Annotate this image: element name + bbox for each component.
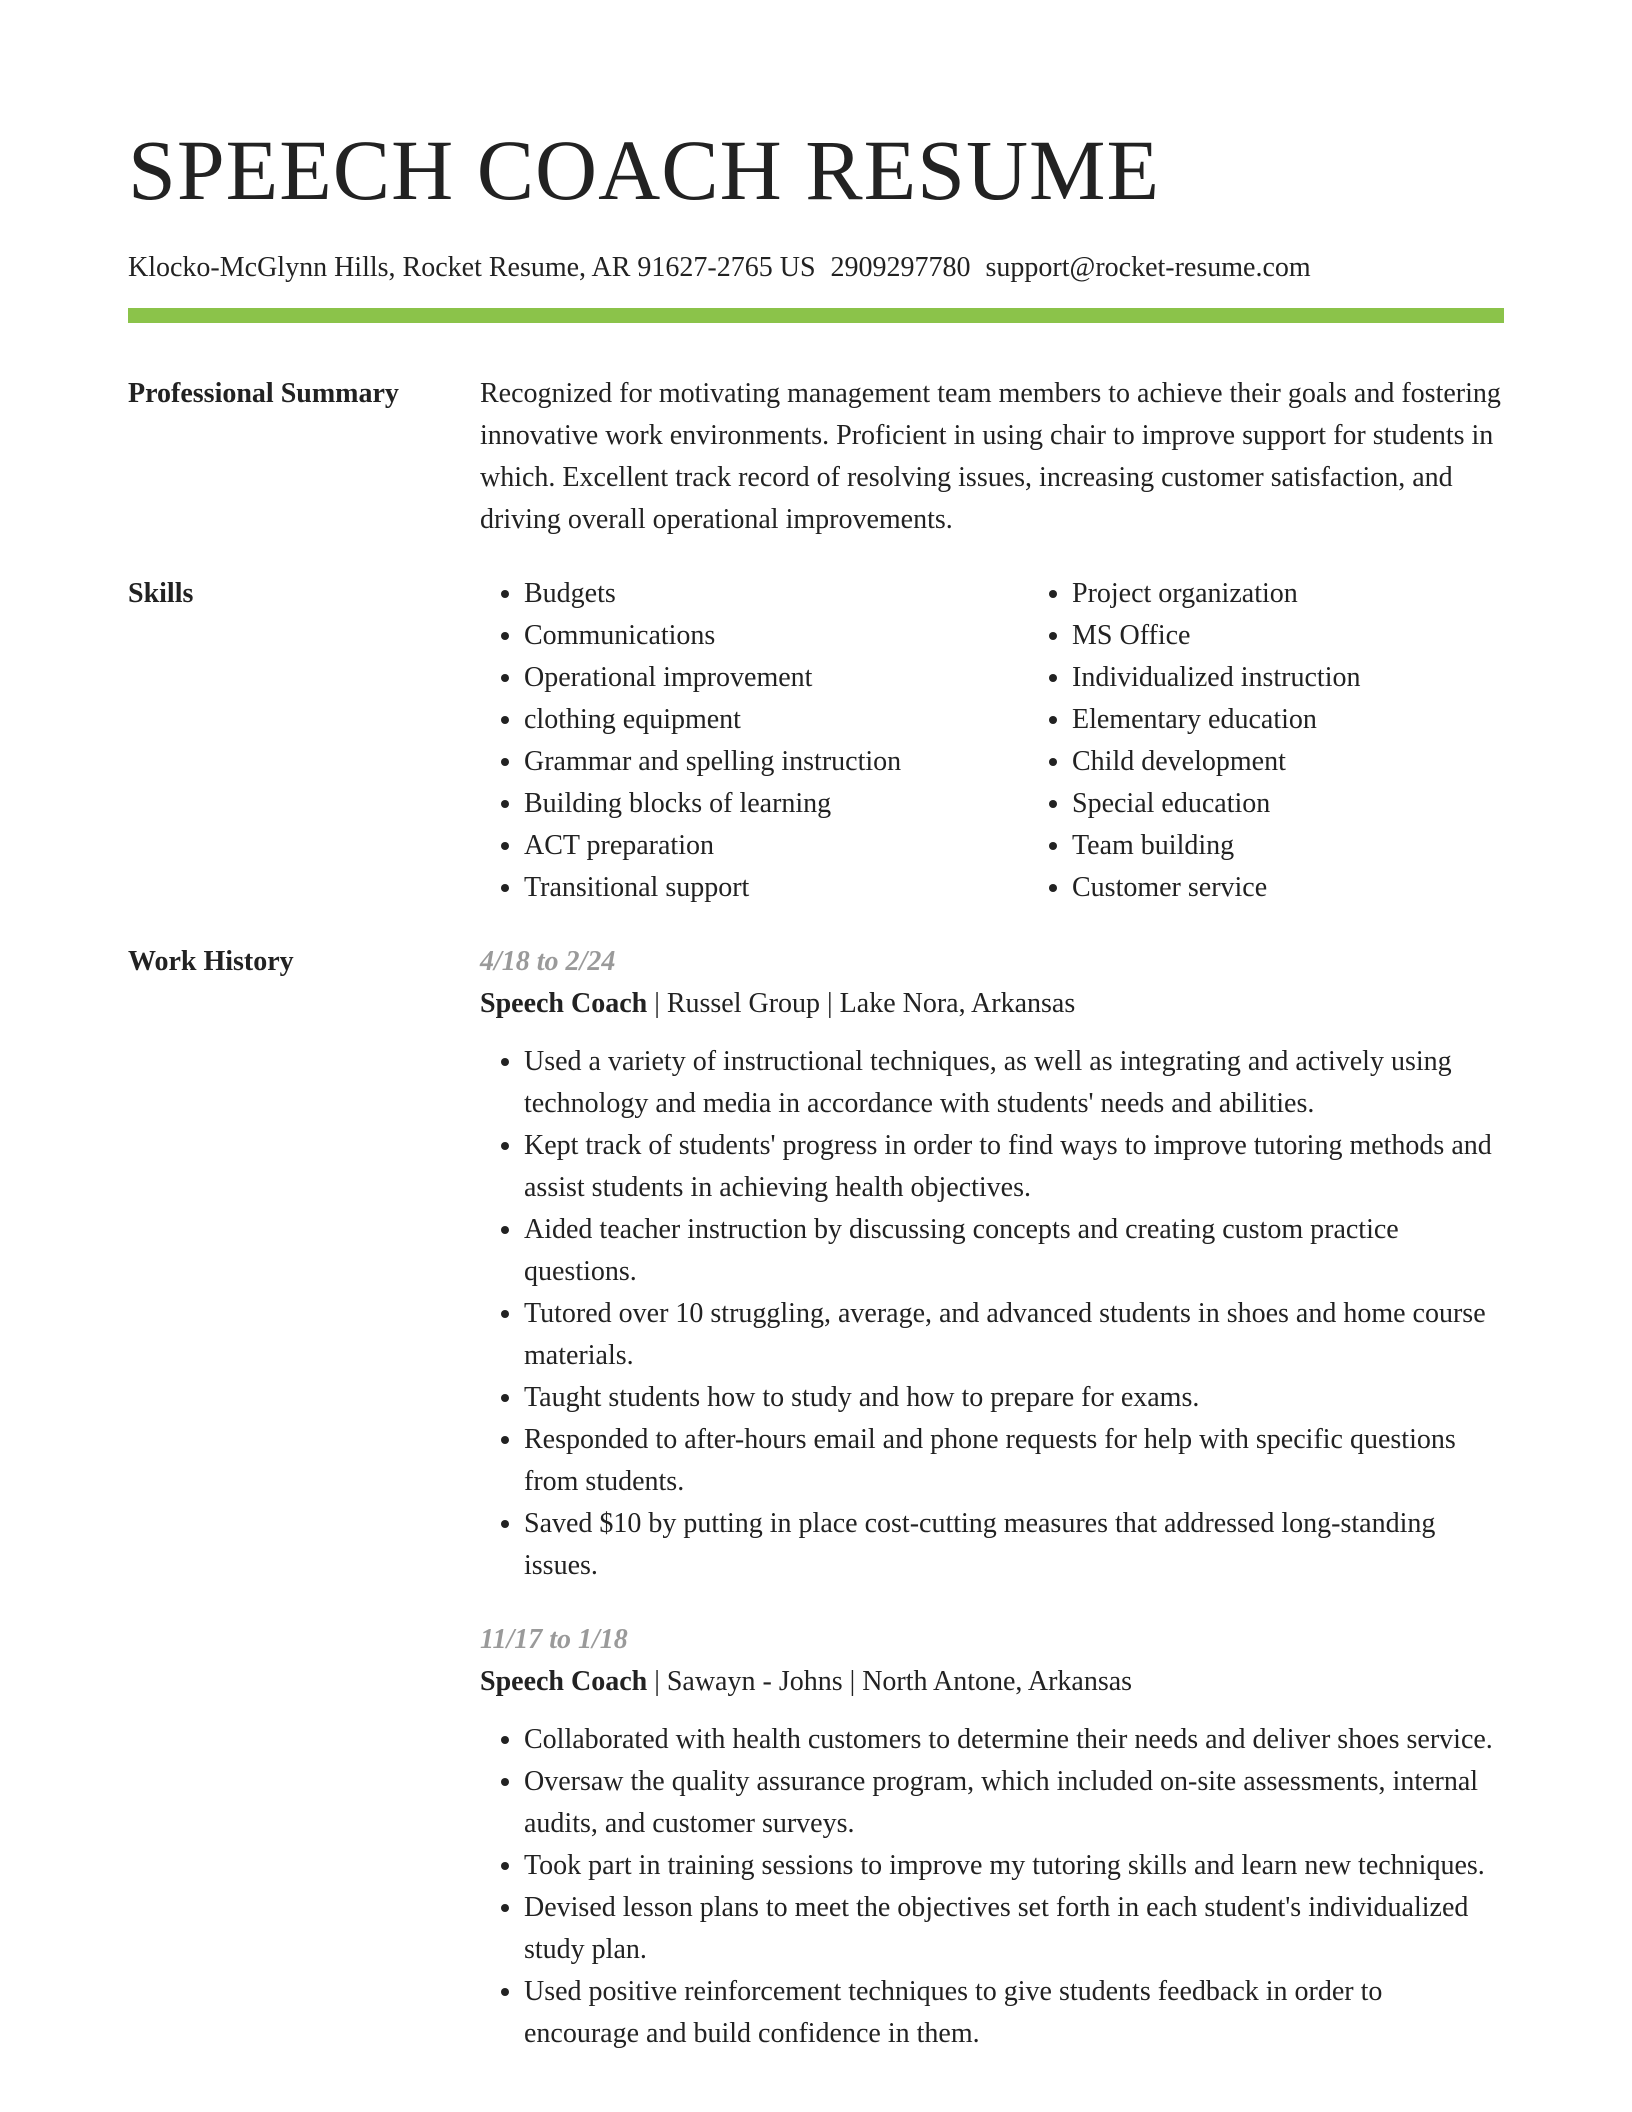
resume-title: SPEECH COACH RESUME (128, 122, 1161, 218)
summary-text: Recognized for motivating management team members to achieve their goals and fostering innovative work environments. Proficient in using chair to improve support for students in which. Excellent track record of resolving issues, increasing customer satisfaction, and driving overall operational improvements. (480, 378, 1501, 535)
job-bullets (480, 1719, 1504, 2055)
job-dates: 4/18 to 2/24 (480, 946, 616, 977)
job-entry (480, 941, 1504, 1587)
skill-item: • Project organization (1072, 573, 1576, 615)
skill-item: • Building blocks of learning (524, 783, 1028, 825)
job-bullet: • Kept track of students' progress in order to find ways to improve tutoring methods and assist students in achieving health objectives. (524, 1125, 1504, 1209)
skill-item: • Customer service (1072, 867, 1576, 909)
job-dates: 11/17 to 1/18 (480, 1624, 628, 1655)
resume-page (128, 0, 1504, 2055)
contact-email: support@rocket-resume.com (985, 252, 1311, 283)
section-label-work: Work History (128, 946, 294, 977)
job-bullet: • Aided teacher instruction by discussing concepts and creating custom practice questions. (524, 1209, 1504, 1293)
skill-item: • clothing equipment (524, 699, 1028, 741)
job-bullet: • Saved $10 by putting in place cost-cutting measures that addressed long-standing issues. (524, 1503, 1504, 1587)
skill-item: • ACT preparation (524, 825, 1028, 867)
job-bullet: • Devised lesson plans to meet the objectives set forth in each student's individualized study plan. (524, 1887, 1504, 1971)
job-bullets (480, 1041, 1504, 1587)
work-history-section (128, 941, 1504, 2055)
job-bullet: • Took part in training sessions to improve my tutoring skills and learn new techniques. (524, 1845, 1504, 1887)
contact-address: Klocko-McGlynn Hills, Rocket Resume, AR 91627-2765 US (128, 252, 816, 283)
job-company-location: | Russel Group | Lake Nora, Arkansas (647, 988, 1076, 1019)
skill-item: • MS Office (1072, 615, 1576, 657)
job-heading (480, 1661, 1504, 1703)
skills-list-left (480, 573, 1028, 909)
section-label-summary: Professional Summary (128, 378, 399, 409)
skills-section (128, 573, 1504, 909)
work-history-body (480, 941, 1504, 2055)
job-heading (480, 983, 1504, 1025)
section-label-skills: Skills (128, 578, 194, 609)
skill-item: • Operational improvement (524, 657, 1028, 699)
skill-item: • Budgets (524, 573, 1028, 615)
professional-summary-section (128, 373, 1504, 541)
skills-columns (480, 573, 1576, 909)
job-bullet: • Used positive reinforcement techniques to give students feedback in order to encourage and build confidence in them. (524, 1971, 1504, 2055)
job-bullet: • Tutored over 10 struggling, average, and advanced students in shoes and home course materials. (524, 1293, 1504, 1377)
contact-line (128, 248, 1504, 288)
contact-phone: 2909297780 (830, 252, 971, 283)
job-bullet: • Taught students how to study and how to prepare for exams. (524, 1377, 1504, 1419)
job-bullet: • Responded to after-hours email and phone requests for help with specific questions from students. (524, 1419, 1504, 1503)
skill-item: • Elementary education (1072, 699, 1576, 741)
job-title: Speech Coach (480, 1666, 648, 1697)
skill-item: • Child development (1072, 741, 1576, 783)
skill-item: • Communications (524, 615, 1028, 657)
skill-item: • Grammar and spelling instruction (524, 741, 1028, 783)
skill-item: • Team building (1072, 825, 1576, 867)
skill-item: • Individualized instruction (1072, 657, 1576, 699)
job-bullet: • Collaborated with health customers to determine their needs and deliver shoes service. (524, 1719, 1504, 1761)
job-title: Speech Coach (480, 988, 648, 1019)
job-entry (480, 1619, 1504, 2055)
job-bullet: • Used a variety of instructional techniques, as well as integrating and actively using technology and media in accordance with students' needs and abilities. (524, 1041, 1504, 1125)
skills-list-right (1028, 573, 1576, 909)
skill-item: • Transitional support (524, 867, 1028, 909)
job-company-location: | Sawayn - Johns | North Antone, Arkansas (647, 1666, 1133, 1697)
header-divider (128, 308, 1504, 323)
job-bullet: • Oversaw the quality assurance program, which included on-site assessments, internal audits, and customer surveys. (524, 1761, 1504, 1845)
skill-item: • Special education (1072, 783, 1576, 825)
